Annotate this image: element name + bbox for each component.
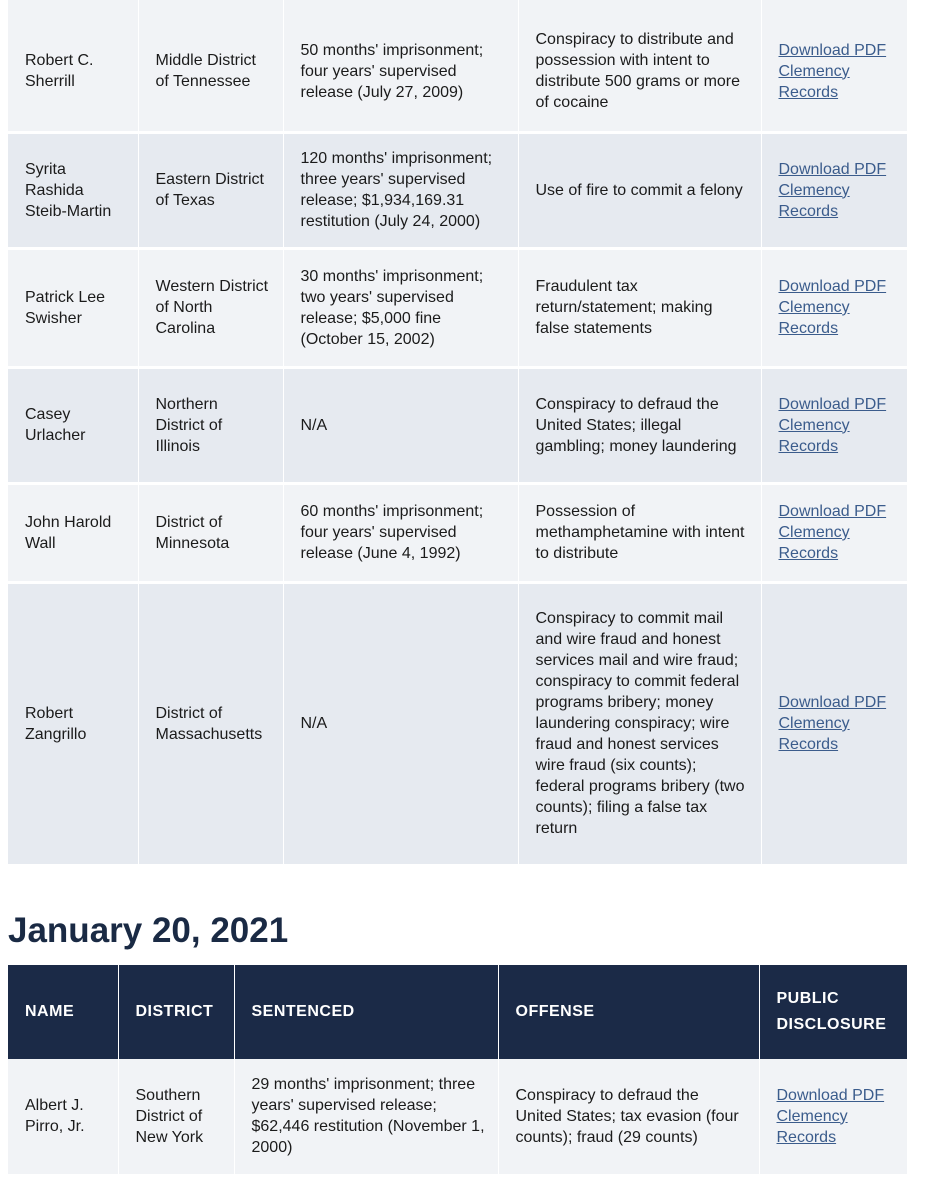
column-header-offense: OFFENSE	[498, 965, 759, 1059]
name-cell: Robert Zangrillo	[8, 582, 138, 865]
district-cell: District of Minnesota	[138, 483, 283, 582]
column-header-name: NAME	[8, 965, 118, 1059]
sentenced-cell: 50 months' imprisonment; four years' supervised release (July 27, 2009)	[283, 12, 518, 132]
table-row	[8, 582, 907, 865]
district-cell: Western District of North Carolina	[138, 248, 283, 367]
download-pdf-link[interactable]: Download PDF Clemency Records	[776, 1086, 885, 1146]
sentenced-cell: N/A	[283, 367, 518, 483]
disclosure-cell	[761, 483, 907, 582]
download-pdf-link[interactable]: Download PDF Clemency Records	[778, 41, 887, 101]
offense-cell: Conspiracy to commit mail and wire fraud and honest services mail and wire fraud; conspiracy to commit federal programs bribery; money laundering conspiracy; wire fraud and honest services wire fraud (six counts); federal programs bribery (two counts); filing a false tax return	[518, 582, 761, 865]
sentenced-cell: 29 months' imprisonment; three years' supervised release; $62,446 restitution (November 1, 2000)	[234, 1059, 498, 1175]
table-row	[8, 483, 907, 582]
district-cell: District of Massachusetts	[138, 582, 283, 865]
name-cell: Casey Urlacher	[8, 367, 138, 483]
offense-cell: Possession of methamphetamine with intent to distribute	[518, 483, 761, 582]
district-cell: Eastern District of Texas	[138, 132, 283, 248]
offense-cell: Conspiracy to defraud the United States; illegal gambling; money laundering	[518, 367, 761, 483]
offense-cell: Conspiracy to defraud the United States; tax evasion (four counts); fraud (29 counts)	[498, 1059, 759, 1175]
sentenced-cell: N/A	[283, 582, 518, 865]
name-cell: Patrick Lee Swisher	[8, 248, 138, 367]
name-cell: Syrita Rashida Steib-Martin	[8, 132, 138, 248]
sentenced-cell: 30 months' imprisonment; two years' supervised release; $5,000 fine (October 15, 2002)	[283, 248, 518, 367]
column-header-public-disclosure: PUBLIC DISCLOSURE	[759, 965, 907, 1059]
district-cell: Northern District of Illinois	[138, 367, 283, 483]
table-row	[8, 248, 907, 367]
table-row	[8, 367, 907, 483]
district-cell: Middle District of Tennessee	[138, 12, 283, 132]
table-row	[8, 1059, 907, 1175]
offense-cell: Conspiracy to distribute and possession with intent to distribute 500 grams or more of cocaine	[518, 12, 761, 132]
offense-cell: Fraudulent tax return/statement; making false statements	[518, 248, 761, 367]
table-row	[8, 12, 907, 132]
column-header-district: DISTRICT	[118, 965, 234, 1059]
disclosure-cell	[761, 582, 907, 865]
section-heading: January 20, 2021	[8, 911, 289, 950]
disclosure-cell	[761, 367, 907, 483]
download-pdf-link[interactable]: Download PDF Clemency Records	[778, 278, 887, 337]
download-pdf-link[interactable]: Download PDF Clemency Records	[778, 503, 887, 562]
table-row-partial	[8, 0, 907, 12]
sentenced-cell: 60 months' imprisonment; four years' supervised release (June 4, 1992)	[283, 483, 518, 582]
sentenced-cell: 120 months' imprisonment; three years' supervised release; $1,934,169.31 restitution (July 24, 2000)	[283, 132, 518, 248]
name-cell: Albert J. Pirro, Jr.	[8, 1059, 118, 1175]
offense-cell: Use of fire to commit a felony	[518, 132, 761, 248]
district-cell: Southern District of New York	[118, 1059, 234, 1175]
clemency-table-jan-20-2021	[8, 965, 907, 1177]
table-header-row	[8, 965, 907, 1059]
table-row	[8, 132, 907, 248]
disclosure-cell	[759, 1059, 907, 1175]
download-pdf-link[interactable]: Download PDF Clemency Records	[778, 160, 887, 220]
name-cell: Robert C. Sherrill	[8, 12, 138, 132]
download-pdf-link[interactable]: Download PDF Clemency Records	[778, 395, 887, 455]
disclosure-cell	[761, 248, 907, 367]
disclosure-cell	[761, 132, 907, 248]
column-header-sentenced: SENTENCED	[234, 965, 498, 1059]
download-pdf-link[interactable]: Download PDF Clemency Records	[778, 694, 887, 753]
name-cell: John Harold Wall	[8, 483, 138, 582]
clemency-table-previous	[8, 0, 907, 867]
disclosure-cell	[761, 12, 907, 132]
